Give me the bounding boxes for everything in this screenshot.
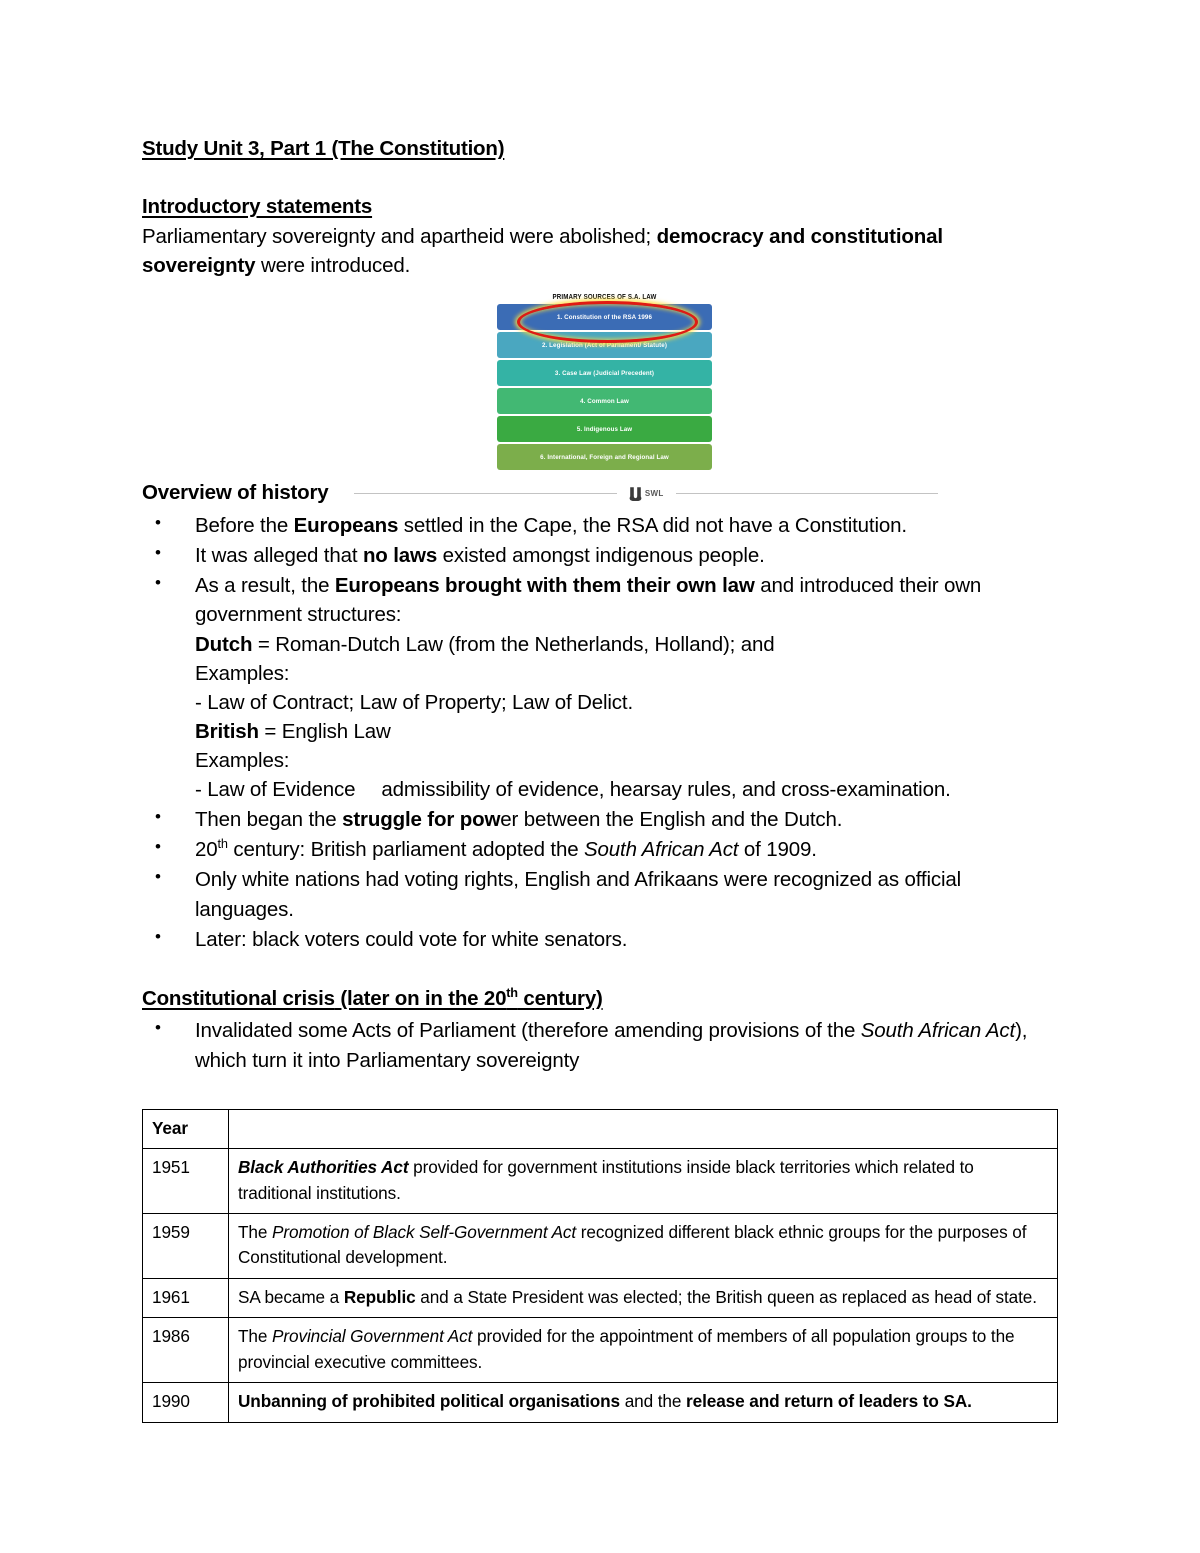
column-header-description	[229, 1109, 1058, 1148]
text-run: - Law of Contract; Law of Property; Law of Delict.	[195, 690, 633, 714]
text-run: ), which turn it into Parliamentary sovereignty	[195, 1019, 1028, 1072]
diagram-box-label: 3. Case Law (Judicial Precedent)	[554, 369, 655, 377]
list-item-text	[195, 1019, 1027, 1071]
list-item	[142, 805, 1058, 834]
list-item-text	[195, 574, 981, 626]
text-run: er between the English and the Dutch.	[500, 808, 843, 832]
list-item-subline	[195, 746, 1058, 775]
overview-bullet-list	[142, 511, 1058, 954]
list-item-text	[195, 808, 842, 831]
diagram-box-stack	[497, 304, 712, 470]
cell-description	[229, 1214, 1058, 1279]
text-run: struggle for pow	[342, 808, 501, 832]
list-item-text	[195, 928, 627, 951]
table-header-row	[143, 1109, 1058, 1148]
list-item-text	[195, 838, 817, 861]
list-item-subline	[195, 717, 1058, 746]
text-run: = Roman-Dutch Law (from the Netherlands, Holland); and	[252, 632, 775, 656]
list-item-subline	[195, 688, 1058, 717]
text-run: and a State President was elected; the British queen as replaced as head of state.	[415, 1286, 1037, 1307]
text-run: = English Law	[258, 719, 391, 743]
crisis-heading-bold: Constitutional crisis	[142, 986, 335, 1010]
section-heading-constitutional-crisis	[142, 985, 1058, 1013]
cell-year: 1959	[143, 1214, 229, 1279]
intro-text-emphasis: democracy and constitutional sovereignty	[142, 225, 943, 278]
text-run: 20	[195, 838, 218, 862]
crisis-heading-end: century)	[517, 986, 603, 1010]
cell-description	[229, 1383, 1058, 1422]
text-run: recognized different black ethnic groups for the purposes of Constitutional development.	[238, 1222, 1027, 1268]
text-run: The	[238, 1222, 272, 1243]
text-run: release and return of leaders to SA.	[686, 1391, 972, 1412]
text-run: and the	[620, 1391, 687, 1412]
text-run: th	[217, 836, 228, 852]
text-run: South African Act	[584, 838, 739, 862]
section-heading-overview-of-history: Overview of history	[142, 481, 329, 505]
text-run: Examples:	[195, 661, 290, 685]
text-run: existed amongst indigenous people.	[437, 544, 765, 568]
list-item-subline	[195, 659, 1058, 688]
diagram-box-label: 6. International, Foreign and Regional Law	[540, 453, 669, 461]
column-header-year: Year	[143, 1109, 229, 1148]
text-run: The	[238, 1326, 272, 1347]
divider-rule-right	[676, 493, 938, 494]
list-item	[142, 541, 1058, 570]
cell-year: 1990	[143, 1383, 229, 1422]
diagram-box	[497, 444, 712, 470]
text-run: Europeans brought with them their own law	[334, 574, 755, 598]
intro-text-part-1: Parliamentary sovereignty and apartheid were abolished;	[142, 225, 657, 249]
list-item-subline	[195, 775, 1058, 804]
text-run: Then began the	[195, 808, 343, 832]
list-item	[142, 511, 1058, 540]
diagram-box	[497, 416, 712, 442]
list-item-text	[195, 544, 765, 567]
table-row	[143, 1318, 1058, 1383]
crisis-bullet-list	[142, 1016, 1058, 1074]
diagram-box-label: 2. Legislation (Act of Parliament/ Statute)	[542, 341, 667, 349]
intro-text-part-2: were introduced.	[255, 254, 411, 278]
cell-year: 1951	[143, 1149, 229, 1214]
overview-header-row	[142, 480, 1058, 507]
diagram-box-label: 5. Indigenous Law	[576, 425, 633, 433]
text-run: Provincial Government Act	[272, 1326, 473, 1347]
text-run: and introduced their own government structures:	[195, 574, 982, 627]
list-item-subline	[195, 630, 1058, 659]
diagram-box-label: 1. Constitution of the RSA 1996	[556, 313, 652, 321]
table-row	[143, 1149, 1058, 1214]
cell-year: 1986	[143, 1318, 229, 1383]
table-row	[143, 1383, 1058, 1422]
list-item-text	[195, 514, 907, 537]
text-run: As a result, the	[195, 574, 335, 598]
diagram-box-label: 4. Common Law	[580, 397, 629, 405]
cell-description	[229, 1318, 1058, 1383]
text-run: settled in the Cape, the RSA did not have a Constitution.	[398, 514, 907, 538]
list-item	[142, 865, 1058, 923]
text-run: Later: black voters could vote for white senators.	[195, 927, 628, 951]
text-run: Dutch	[195, 632, 253, 656]
text-run: century: British parliament adopted the	[227, 838, 585, 862]
text-run: admissibility of evidence, hearsay rules, and cross-examination.	[381, 778, 951, 802]
swl-logo	[629, 486, 664, 501]
cell-year: 1961	[143, 1278, 229, 1317]
cell-description	[229, 1149, 1058, 1214]
text-run: no laws	[362, 544, 438, 568]
text-run: Before the	[195, 514, 294, 538]
introductory-paragraph	[142, 222, 1047, 280]
divider-rule-left	[354, 493, 616, 494]
text-run: South African Act	[860, 1019, 1016, 1043]
text-run: of 1909.	[738, 838, 817, 862]
text-run: Only white nations had voting rights, English and Afrikaans were recognized as official languages.	[195, 868, 962, 921]
text-run: Invalidated some Acts of Parliament (therefore amending provisions of the	[195, 1019, 861, 1043]
text-run: Black Authorities Act	[238, 1157, 409, 1178]
primary-sources-diagram	[497, 294, 712, 470]
table-row	[143, 1214, 1058, 1279]
cell-description	[229, 1278, 1058, 1317]
history-table-body	[143, 1149, 1058, 1423]
text-run: Republic	[343, 1286, 416, 1307]
text-run: Examples:	[195, 749, 290, 772]
text-run: British	[195, 719, 259, 743]
text-run: provided for the appointment of members of all population groups to the provincial executive committees.	[238, 1326, 1015, 1372]
diagram-box	[497, 332, 712, 358]
text-run: Unbanning of prohibited political organisations	[238, 1391, 621, 1412]
text-run: - Law of Evidence	[195, 778, 356, 802]
text-run: provided for government institutions inside black territories which related to traditional institutions.	[238, 1157, 974, 1203]
list-item-text	[195, 868, 961, 920]
crisis-heading-rest: (later on in the 20	[334, 986, 507, 1010]
table-row	[143, 1278, 1058, 1317]
section-heading-introductory-statements: Introductory statements	[142, 194, 373, 218]
list-item	[142, 571, 1058, 804]
history-table	[142, 1109, 1058, 1423]
diagram-title: PRIMARY SOURCES OF S.A. LAW	[552, 293, 657, 303]
diagram-box	[497, 304, 712, 330]
document-body	[142, 136, 1058, 1423]
crisis-heading-ordinal: th	[506, 984, 518, 1000]
diagram-box	[497, 360, 712, 386]
logo-glyph-icon	[629, 486, 642, 501]
text-run: SA became a	[238, 1286, 344, 1307]
decorative-divider	[354, 486, 1058, 501]
list-item	[142, 835, 1058, 864]
list-item	[142, 925, 1058, 954]
page-title: Study Unit 3, Part 1 (The Constitution)	[142, 137, 505, 160]
text-run: Europeans	[293, 514, 399, 538]
text-run: Promotion of Black Self-Government Act	[272, 1222, 577, 1243]
diagram-box	[497, 388, 712, 414]
list-item	[142, 1016, 1058, 1074]
logo-wordmark: SWL	[644, 489, 664, 499]
text-run: It was alleged that	[195, 544, 363, 568]
